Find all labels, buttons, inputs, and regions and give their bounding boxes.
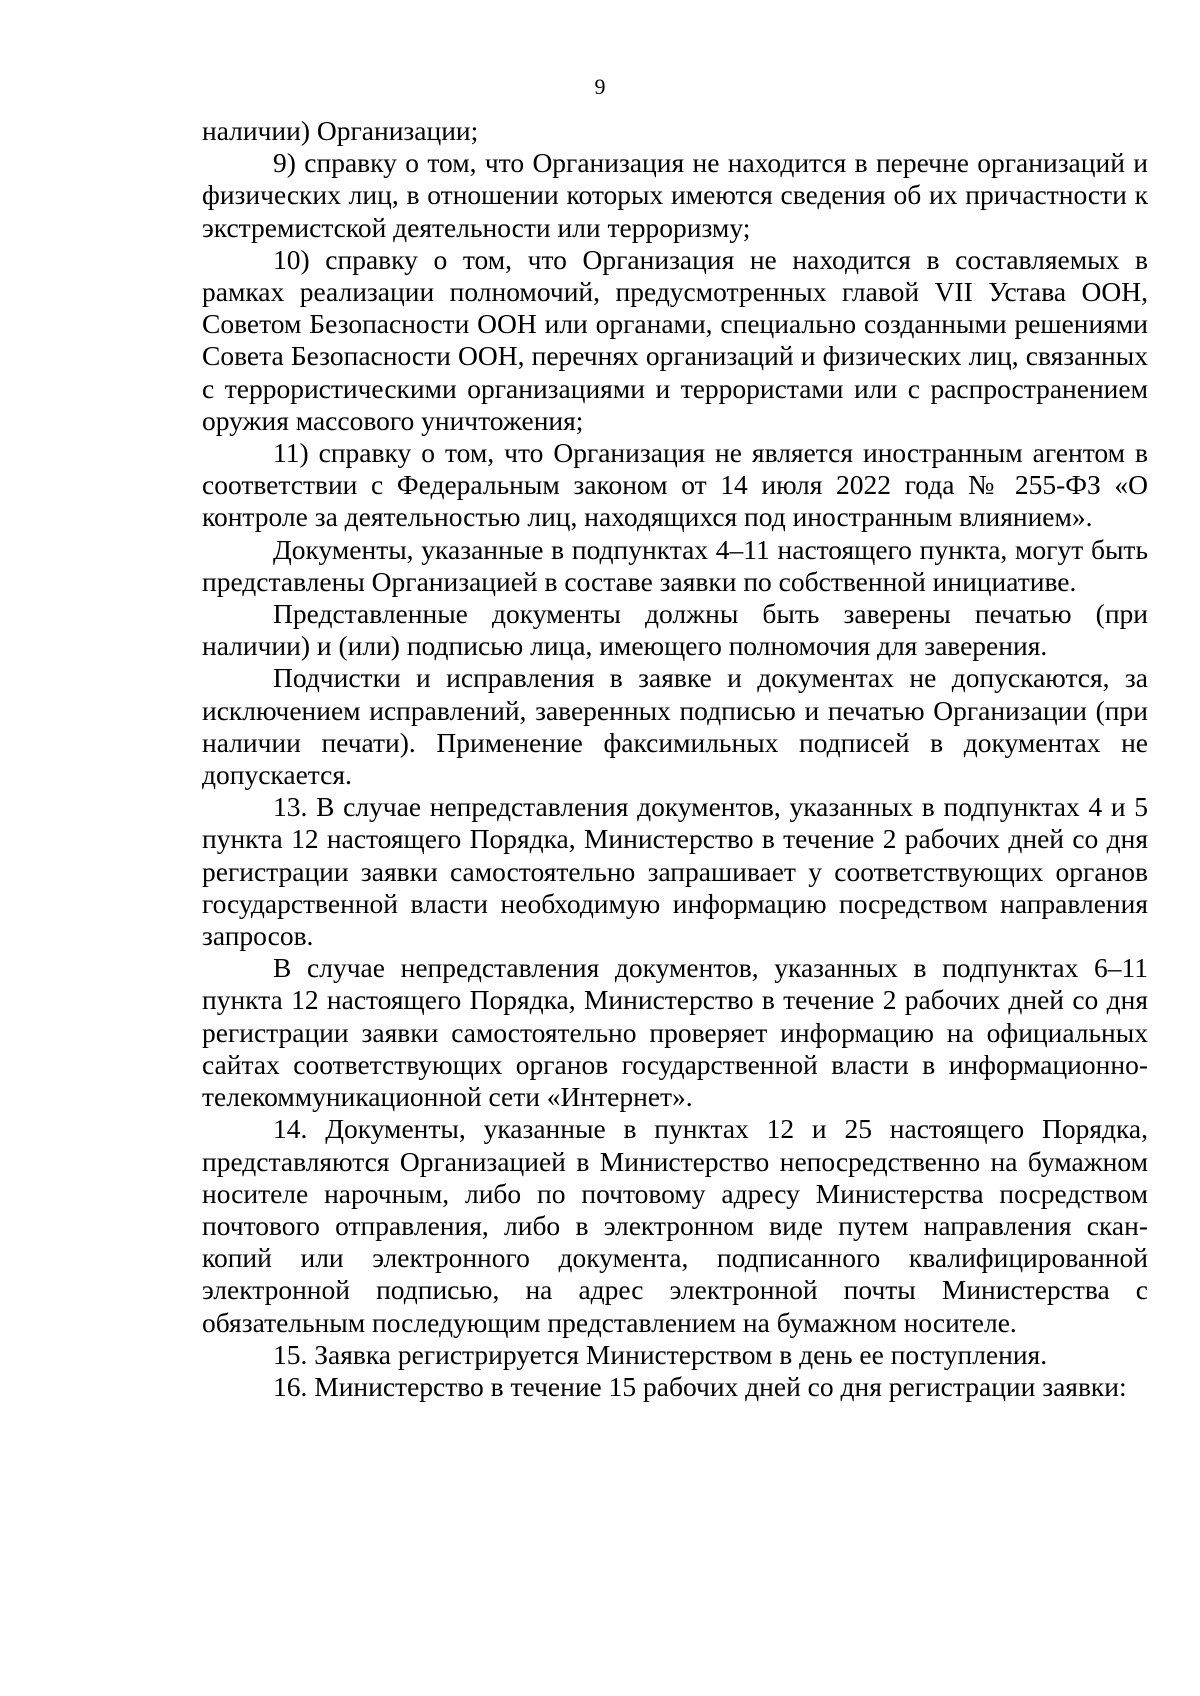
paragraph-section-16: 16. Министерство в течение 15 рабочих дней со дня регистрации заявки: (273, 1370, 1127, 1402)
paragraph-section-14: 14. Документы, указанные в пунктах 12 и 25 настоящего Порядка, представляются Организацией в Министерство непосредственно на бумажном носителе нарочным, либо по почтовому адресу Министерства посредством почтового отправления, либо в электронном виде путем направления скан-копий или электронного документа, подписанного квалифицированной электронной подписью, на адрес электронной почты Министерства с обязательным последующим представлением на бумажном носителе. (202, 1113, 1148, 1338)
paragraph-section-15: 15. Заявка регистрируется Министерством в день ее поступления. (273, 1338, 1048, 1370)
paragraph-corrections: Подчистки и исправления в заявке и документах не допускаются, за исключением исправлений, заверенных подписью и печатью Организации (при наличии печати). Применение факсимильных подписей в документах не допускается. (202, 662, 1148, 791)
paragraph-item-10: 10) справку о том, что Организация не находится в составляемых в рамках реализации полномочий, предусмотренных главой VII Устава ООН, Советом Безопасности ООН или органами, специально созданными решениями Совета Безопасности ООН, перечнях организаций и физических лиц, связанных с террористическими организациями и террористами или с распространением оружия массового уничтожения; (202, 243, 1148, 436)
paragraph-documents-certification: Представленные документы должны быть заверены печатью (при наличии) и (или) подписью лица, имеющего полномочия для заверения. (202, 598, 1148, 662)
paragraph-section-13: 13. В случае непредставления документов, указанных в подпунктах 4 и 5 пункта 12 настоящего Порядка, Министерство в течение 2 рабочих дней со дня регистрации заявки самостоятельно запрашивает у соответствующих органов государственной власти необходимую информацию посредством направления запросов. (202, 791, 1148, 952)
paragraph-continuation: наличии) Организации; (202, 115, 479, 146)
document-body (202, 115, 1148, 1403)
paragraph-item-11: 11) справку о том, что Организация не является иностранным агентом в соответствии с Федеральным законом от 14 июля 2022 года № 255-ФЗ «О контроле за деятельностью лиц, находящихся под иностранным влиянием». (202, 437, 1148, 533)
paragraph-documents-optional: Документы, указанные в подпунктах 4–11 настоящего пункта, могут быть представлены Организацией в составе заявки по собственной инициативе. (202, 533, 1148, 597)
paragraph-item-9: 9) справку о том, что Организация не находится в перечне организаций и физических лиц, в отношении которых имеются сведения об их причастности к экстремистской деятельности или терроризму; (202, 147, 1148, 243)
page-number: 9 (594, 74, 606, 99)
paragraph-section-13-continued: В случае непредставления документов, указанных в подпунктах 6–11 пункта 12 настоящего Порядка, Министерство в течение 2 рабочих дней со дня регистрации заявки самостоятельно проверяет информацию на официальных сайтах соответствующих органов государственной власти в информационно-телекоммуникационной сети «Интернет». (202, 952, 1148, 1113)
